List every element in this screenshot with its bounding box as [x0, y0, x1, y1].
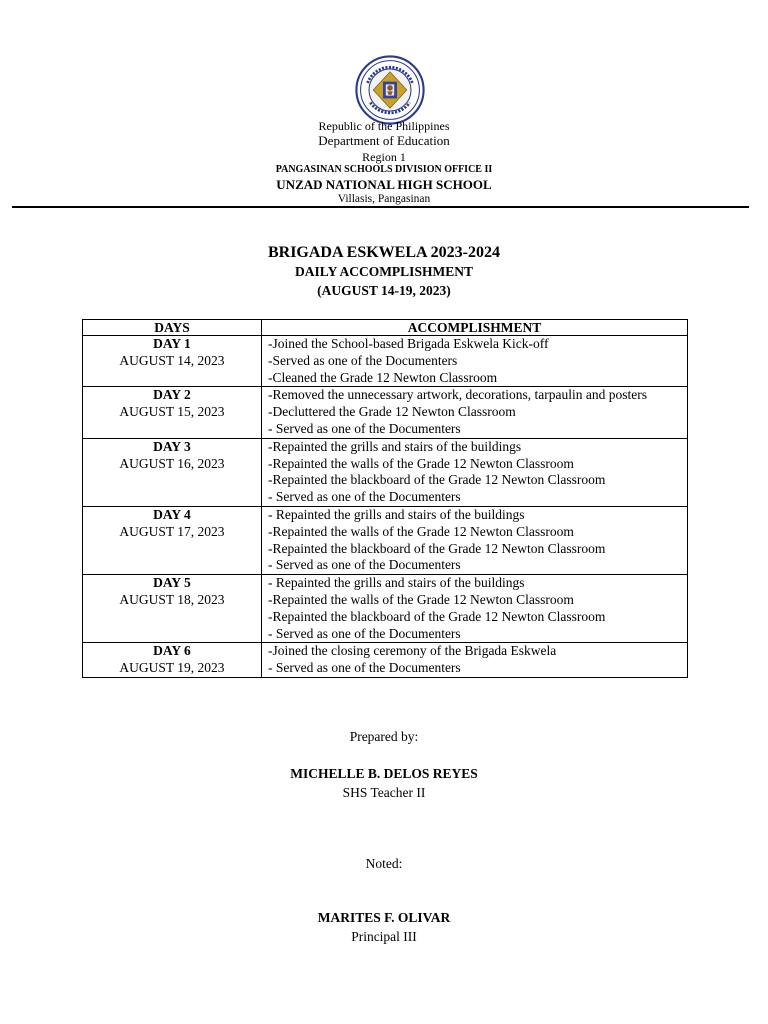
day-cell: [83, 438, 262, 506]
accomplishment-item: -Repainted the walls of the Grade 12 Newton Classroom: [268, 523, 574, 539]
accomplishment-item: -Removed the unnecessary artwork, decorations, tarpaulin and posters: [268, 387, 648, 403]
day-date: AUGUST 15, 2023: [119, 404, 225, 420]
day-date: AUGUST 17, 2023: [119, 523, 225, 539]
preparer-title: SHS Teacher II: [342, 785, 426, 800]
day-cell: [83, 575, 262, 643]
header-divider: [12, 206, 749, 208]
header-department: Department of Education: [318, 133, 450, 148]
deped-seal-icon: [355, 55, 425, 125]
accomplishment-cell: [262, 387, 688, 438]
accomplishment-item: - Served as one of the Documenters: [268, 420, 461, 436]
day-number: DAY 4: [153, 506, 191, 522]
accomplishment-item: - Served as one of the Documenters: [268, 489, 461, 505]
accomplishment-item: - Served as one of the Documenters: [268, 625, 461, 641]
accomplishment-item: -Cleaned the Grade 12 Newton Classroom: [268, 369, 498, 385]
table-row: [83, 575, 688, 643]
accomplishment-item: -Served as one of the Documenters: [268, 352, 458, 368]
doc-title: BRIGADA ESKWELA 2023-2024: [267, 244, 501, 261]
noter-name: MARITES F. OLIVAR: [317, 910, 451, 925]
accomplishment-item: -Decluttered the Grade 12 Newton Classroom: [268, 404, 516, 420]
day-number: DAY 1: [153, 336, 191, 351]
header-division: PANGASINAN SCHOOLS DIVISION OFFICE II: [275, 164, 493, 175]
accomplishment-item: - Repainted the grills and stairs of the buildings: [268, 506, 525, 522]
accomplishment-item: -Repainted the blackboard of the Grade 12 Newton Classroom: [268, 540, 606, 556]
noted-label: Noted:: [365, 856, 403, 871]
table-row: [83, 506, 688, 574]
preparer-name: MICHELLE B. DELOS REYES: [290, 766, 478, 781]
noter-title: Principal III: [351, 929, 417, 944]
table-row: [83, 643, 688, 678]
table-row: [83, 336, 688, 387]
header-days: DAYS: [83, 320, 262, 336]
doc-dates: (AUGUST 14-19, 2023): [317, 283, 451, 298]
table-row: [83, 387, 688, 438]
day-number: DAY 3: [153, 438, 191, 454]
header-address: Villasis, Pangasinan: [337, 193, 431, 205]
accomplishment-cell: [262, 506, 688, 574]
accomplishment-item: - Served as one of the Documenters: [268, 660, 461, 676]
header-republic: Republic of the Philippines: [318, 119, 450, 133]
accomplishment-item: -Repainted the grills and stairs of the buildings: [268, 438, 522, 454]
accomplishment-table: [82, 319, 688, 678]
accomplishment-cell: [262, 575, 688, 643]
accomplishment-item: -Joined the closing ceremony of the Brigada Eskwela: [268, 643, 557, 659]
day-number: DAY 2: [153, 387, 191, 403]
day-cell: [83, 336, 262, 387]
accomplishment-cell: [262, 643, 688, 678]
day-cell: [83, 506, 262, 574]
day-date: AUGUST 18, 2023: [119, 591, 225, 607]
header-school: UNZAD NATIONAL HIGH SCHOOL: [276, 177, 492, 192]
day-cell: [83, 387, 262, 438]
table-header-row: [83, 320, 688, 336]
doc-subtitle: DAILY ACCOMPLISHMENT: [295, 264, 473, 279]
header-accomplishment: ACCOMPLISHMENT: [262, 320, 688, 336]
day-number: DAY 6: [153, 643, 191, 659]
accomplishment-item: - Repainted the grills and stairs of the buildings: [268, 575, 525, 591]
accomplishment-item: -Joined the School-based Brigada Eskwela Kick-off: [268, 336, 549, 351]
day-date: AUGUST 14, 2023: [119, 352, 225, 368]
accomplishment-cell: [262, 336, 688, 387]
day-number: DAY 5: [153, 575, 191, 591]
header-region: Region 1: [362, 150, 406, 164]
prepared-by-label: Prepared by:: [349, 729, 419, 744]
accomplishment-item: -Repainted the walls of the Grade 12 Newton Classroom: [268, 455, 574, 471]
accomplishment-item: -Repainted the walls of the Grade 12 Newton Classroom: [268, 591, 574, 607]
accomplishment-item: - Served as one of the Documenters: [268, 557, 461, 573]
day-date: AUGUST 16, 2023: [119, 455, 225, 471]
table-row: [83, 438, 688, 506]
accomplishment-item: -Repainted the blackboard of the Grade 12 Newton Classroom: [268, 472, 606, 488]
accomplishment-cell: [262, 438, 688, 506]
day-date: AUGUST 19, 2023: [119, 660, 225, 676]
day-cell: [83, 643, 262, 678]
accomplishment-item: -Repainted the blackboard of the Grade 12 Newton Classroom: [268, 608, 606, 624]
